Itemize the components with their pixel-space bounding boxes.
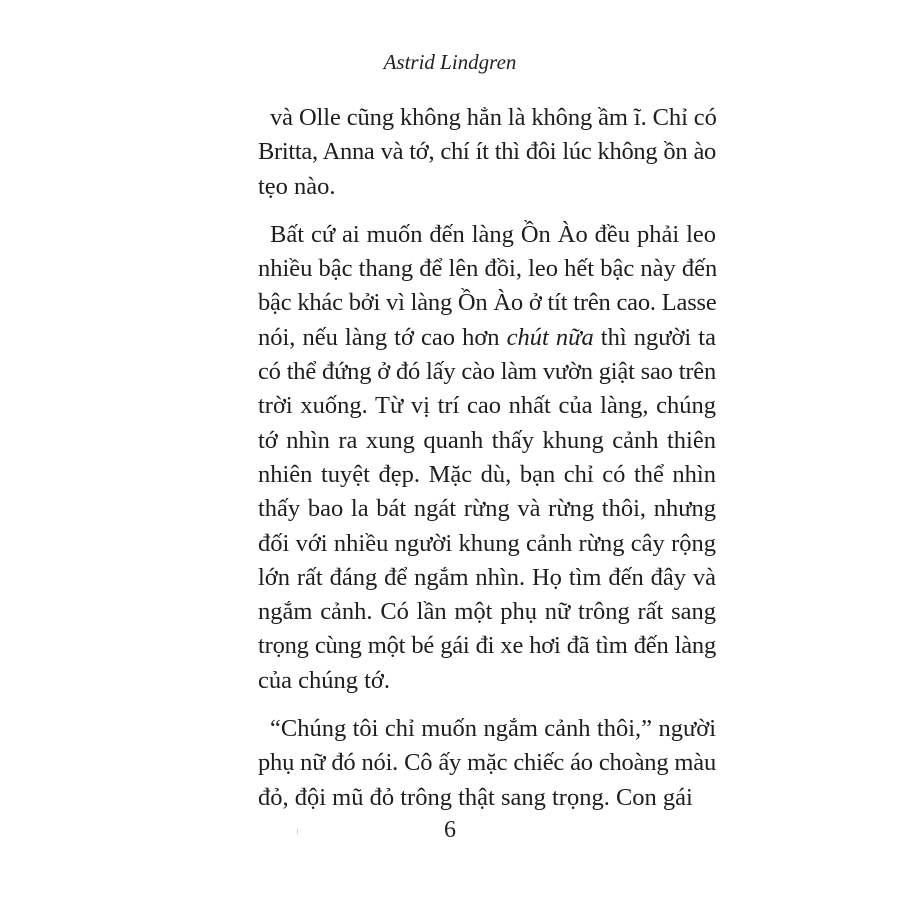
text-line: trời xuống. Từ vị trí cao nhất của làng, chúng — [258, 392, 716, 420]
text-line: có thể đứng ở đó lấy cào làm vườn giật sao trên — [258, 358, 716, 386]
text-line — [258, 321, 716, 355]
paragraph — [258, 712, 716, 815]
running-head-author: Astrid Lindgren — [383, 50, 517, 74]
text-line: thấy bao la bát ngát rừng và rừng thôi, nhưng — [258, 495, 716, 523]
body-text — [258, 101, 716, 815]
emphasized-text: chút nữa — [506, 323, 594, 351]
text-line: Bất cứ ai muốn đến làng Ồn Ào đều phải leo — [270, 220, 716, 248]
text-line: phụ nữ đó nói. Cô ấy mặc chiếc áo choàng màu — [258, 749, 716, 777]
text-line: nhiên tuyệt đẹp. Mặc dù, bạn chỉ có thể nhìn — [258, 460, 716, 488]
paragraph — [258, 101, 716, 204]
text-line: ngắm cảnh. Có lần một phụ nữ trông rất sang — [258, 598, 716, 626]
text-run: thì người ta — [593, 323, 716, 351]
text-line: đỏ, đội mũ đỏ trông thật sang trọng. Con gái — [258, 783, 693, 811]
text-line: “Chúng tôi chỉ muốn ngắm cảnh thôi,” người — [270, 715, 716, 743]
text-run: nói, nếu làng tớ cao hơn — [258, 323, 507, 351]
text-line: của chúng tớ. — [258, 666, 391, 694]
paper-speck — [297, 829, 298, 834]
text-line: và Olle cũng không hẳn là không ầm ĩ. Chỉ có — [270, 104, 717, 131]
text-line: Britta, Anna và tớ, chí ít thì đôi lúc không ồn ào — [258, 138, 716, 166]
text-line: lớn rất đáng để ngắm nhìn. Họ tìm đến đây và — [258, 563, 716, 591]
page-number: 6 — [444, 817, 456, 843]
text-line: bậc khác bởi vì làng Ồn Ào ở tít trên cao. Lasse — [258, 289, 717, 317]
text-line: tẹo nào. — [258, 172, 336, 200]
text-line: đối với nhiều người khung cảnh rừng cây rộng — [258, 529, 716, 557]
paragraph — [258, 218, 716, 698]
text-line: tớ nhìn ra xung quanh thấy khung cảnh thiên — [258, 426, 716, 454]
text-line: trọng cùng một bé gái đi xe hơi đã tìm đến làng — [258, 632, 716, 660]
text-line: nhiều bậc thang để lên đồi, leo hết bậc này đến — [258, 255, 718, 283]
